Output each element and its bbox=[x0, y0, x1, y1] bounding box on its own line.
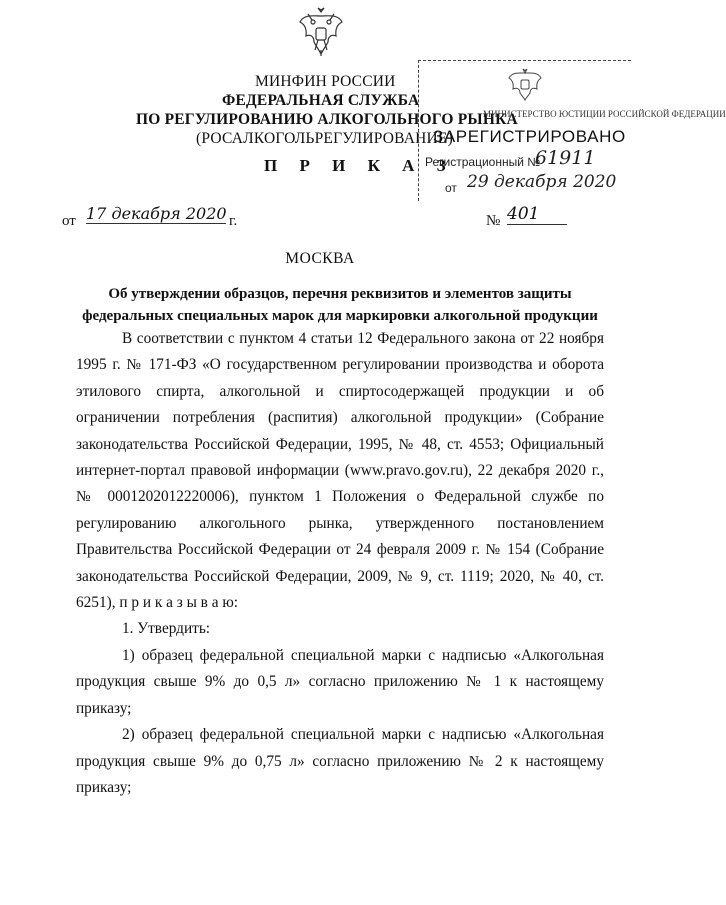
body-paragraph-preamble: В соответствии с пунктом 4 статьи 12 Федерального закона от 22 ноября 1995 г. № 171-ФЗ «О государственном регулировании производства и оборота этилового спирта, алкогольной и спиртосодержащей продукции и об ограничении потребления (распития) алкогольной продукции» (Собрание законодательства Российской Федерации, 1995, № 48, ст. 4553; Официальный интернет-портал правовой информации (www.pravo.gov.ru), 22 декабря 2020 г., № 0001202012220006), пунктом 1 Положения о Федеральной службе по регулированию алкогольного рынка, утвержденного постановлением Правительства Российской Федерации от 24 февраля 2009 г. № 154 (Собрание законодательства Российской Федерации, 2009, № 9, ст. 1119; 2020, № 40, ст. 6251), п р и к а з ы в а ю: bbox=[76, 330, 604, 612]
service-name-line1: ФЕДЕРАЛЬНАЯ СЛУЖБА bbox=[222, 92, 420, 109]
order-date-suffix: г. bbox=[229, 213, 238, 229]
order-number-label: № bbox=[486, 213, 501, 229]
document-type: П Р И К А З bbox=[264, 156, 455, 175]
stamp-reg-date: 29 декабря 2020 bbox=[467, 172, 617, 192]
service-name-line2: ПО РЕГУЛИРОВАНИЮ АЛКОГОЛЬНОГО РЫНКА bbox=[136, 111, 518, 128]
document-body bbox=[76, 326, 604, 801]
stamp-registered-label: ЗАРЕГИСТРИРОВАНО bbox=[433, 127, 626, 146]
stamp-ministry-text: МИНИСТЕРСТВО ЮСТИЦИИ РОССИЙСКОЙ ФЕДЕРАЦИИ bbox=[483, 109, 726, 119]
order-number: 401 bbox=[507, 204, 567, 225]
service-short-name: (РОСАЛКОГОЛЬРЕГУЛИРОВАНИЕ) bbox=[196, 130, 453, 147]
body-paragraph-item-1: 1) образец федеральной специальной марки с надписью «Алкогольная продукция свыше 9% до 0,5 л» согласно приложению № 1 к настоящему приказу; bbox=[76, 646, 604, 717]
body-paragraph-approve: 1. Утвердить: bbox=[122, 620, 211, 638]
order-date-prefix: от bbox=[62, 213, 76, 229]
stamp-reg-number-label: Регистрационный № bbox=[425, 155, 541, 169]
body-paragraph-item-2: 2) образец федеральной специальной марки с надписью «Алкогольная продукция свыше 9% до 0,75 л» согласно приложению № 2 к настоящему приказу; bbox=[76, 726, 604, 796]
stamp-date-prefix: от bbox=[445, 181, 457, 195]
ministry-name: МИНФИН РОССИИ bbox=[255, 73, 396, 90]
registration-stamp bbox=[418, 60, 726, 201]
coat-of-arms-icon bbox=[298, 6, 344, 60]
double-headed-eagle-icon bbox=[507, 67, 543, 101]
document-title: Об утверждении образцов, перечня реквизитов и элементов защиты федеральных специальных марок для маркировки алкогольной продукции bbox=[82, 286, 598, 324]
city: МОСКВА bbox=[285, 250, 355, 267]
stamp-reg-number: 61911 bbox=[535, 147, 596, 169]
order-date: 17 декабря 2020 bbox=[86, 204, 227, 223]
